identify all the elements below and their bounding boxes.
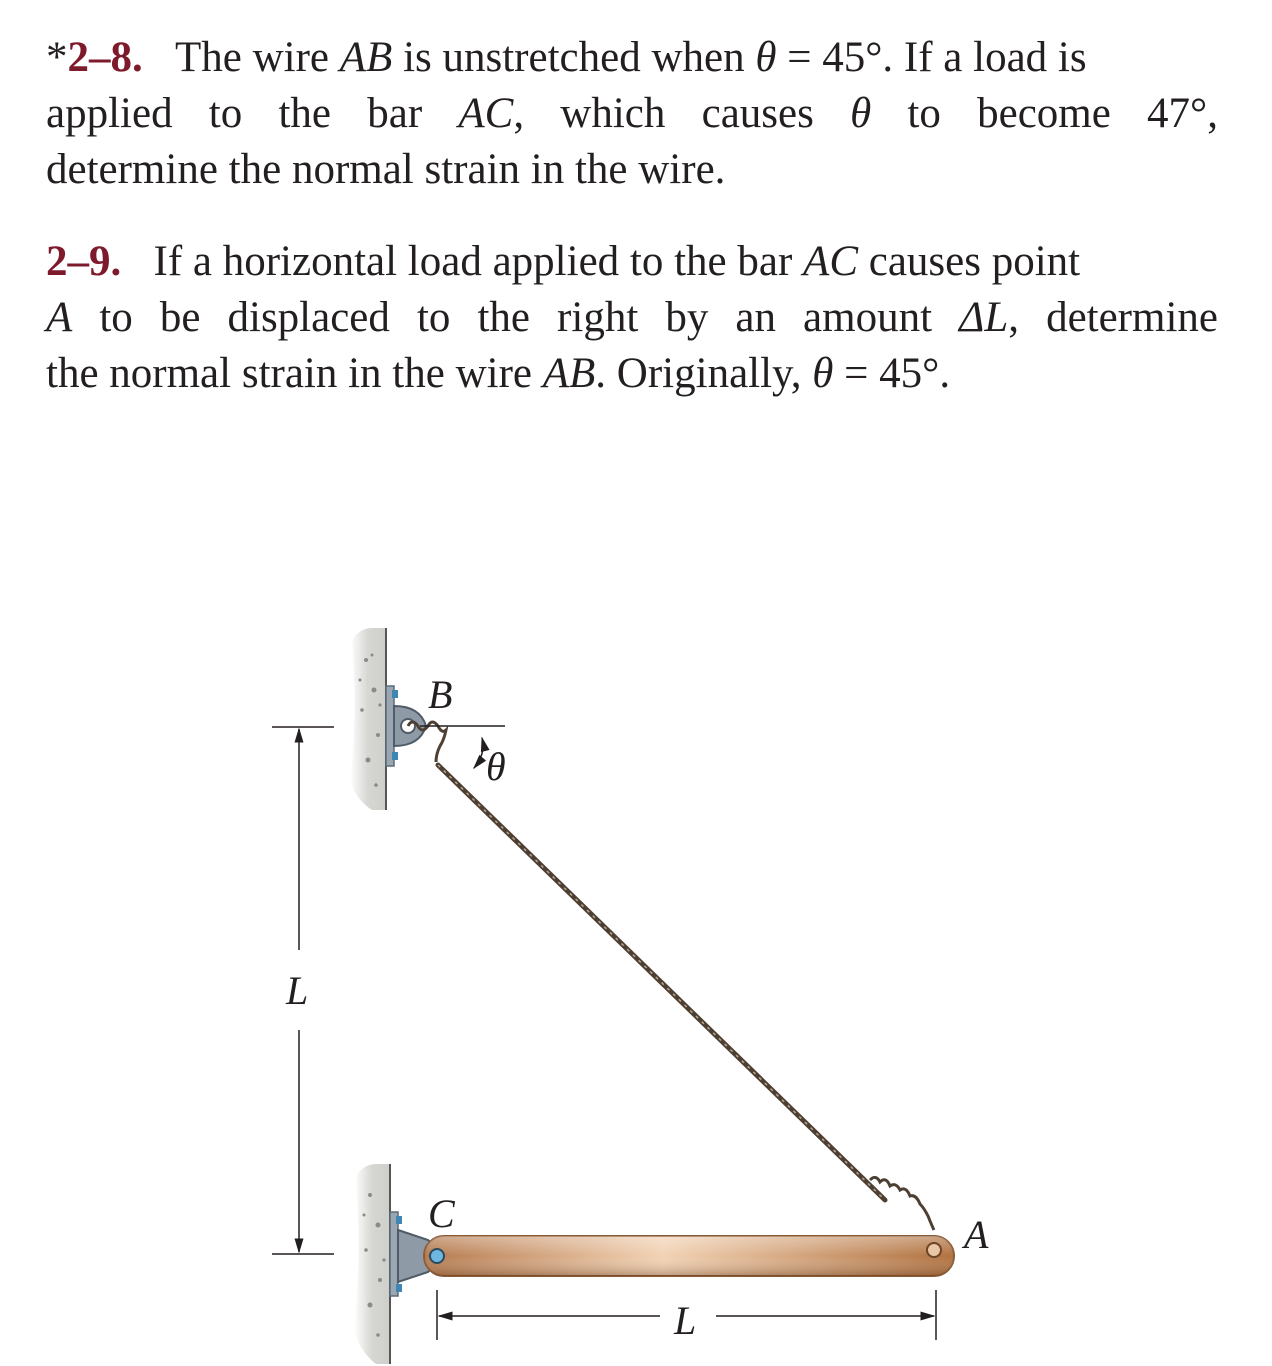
problem-2-9-line-3: the normal strain in the wire AB. Originally, θ = 45°. <box>46 350 951 397</box>
pin-c <box>430 1249 444 1263</box>
label-l-horizontal: L <box>674 1298 697 1343</box>
problem-number: 2–9. <box>46 238 122 285</box>
dimension-horizontal <box>437 1290 936 1343</box>
problem-2-8-line-1: *2–8. The wire AB is unstretched when θ = 45°. If a load is <box>46 34 1087 81</box>
problem-2-9-line-1: 2–9. If a horizontal load applied to the bar AC causes point <box>46 238 1081 285</box>
bar-ac <box>424 1236 954 1276</box>
label-a: A <box>964 1212 989 1257</box>
problem-2-8-line-2: applied to the bar AC, which causes θ to become 47°, <box>46 90 1218 137</box>
problem-2-9 <box>46 234 1218 402</box>
pin-a <box>927 1243 941 1257</box>
problem-2-8-line-3: determine the normal strain in the wire. <box>46 146 726 193</box>
label-c: C <box>428 1191 455 1236</box>
problem-2-9-line-2: A to be displaced to the right by an amount ΔL, determine <box>46 294 1218 341</box>
problem-figure <box>0 600 1272 1366</box>
label-b: B <box>428 672 453 717</box>
angle-theta <box>420 726 506 789</box>
wire-ab <box>408 722 934 1230</box>
problem-2-8 <box>46 30 1218 198</box>
problem-number: *2–8. <box>46 34 143 81</box>
label-theta: θ <box>486 744 506 789</box>
upper-wall-support <box>350 628 426 810</box>
label-l-vertical: L <box>286 968 309 1013</box>
dimension-vertical <box>272 727 334 1254</box>
